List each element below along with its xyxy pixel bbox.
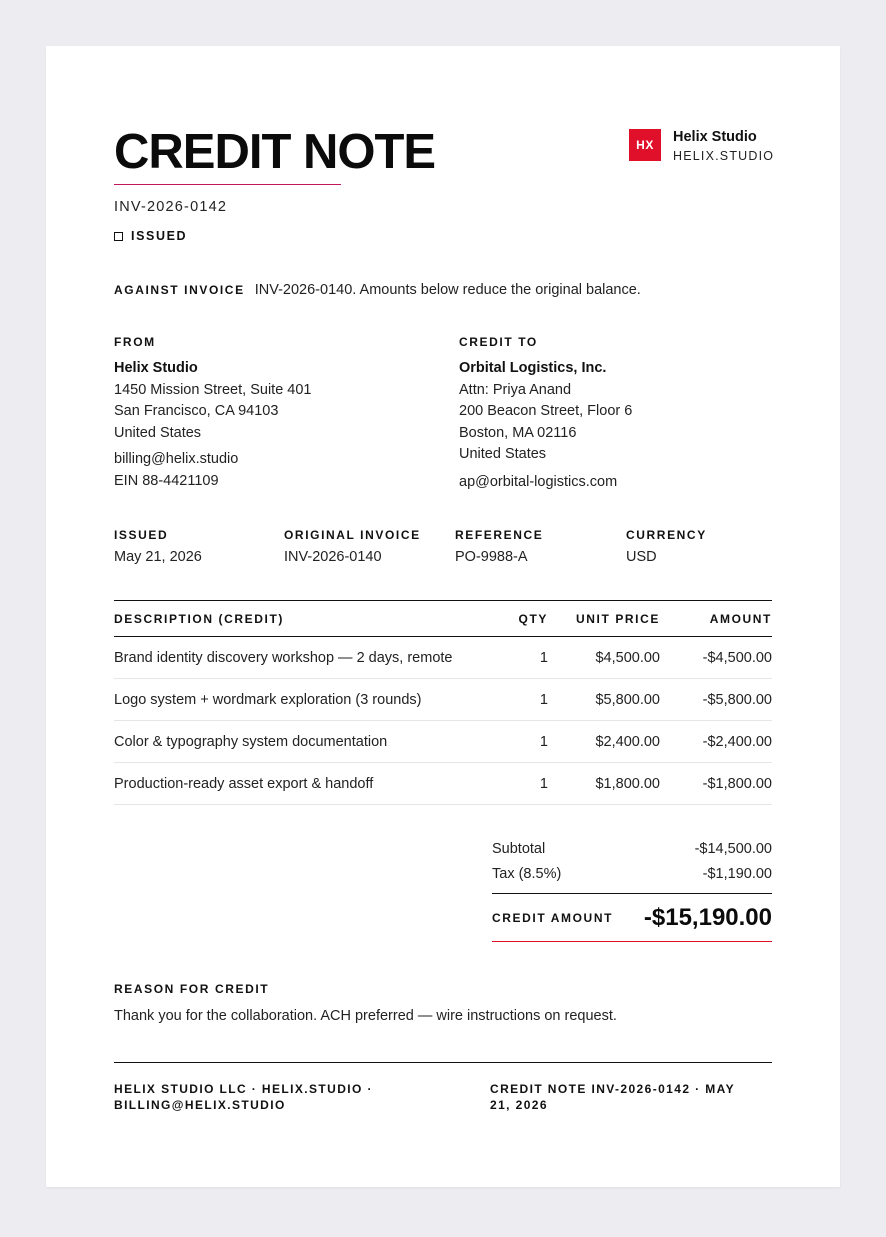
footer-right — [490, 1082, 772, 1113]
row-description: Logo system + wordmark exploration (3 rounds) — [114, 691, 422, 708]
subtotal-label: Subtotal — [492, 840, 546, 857]
line-items-table — [114, 600, 772, 805]
against-invoice-note — [114, 282, 641, 298]
row-description: Production-ready asset export & handoff — [114, 775, 374, 792]
from-block — [114, 358, 311, 492]
header-description: DESCRIPTION (CREDIT) — [114, 611, 284, 626]
credit-to-address-line: Boston, MA 02116 — [459, 424, 577, 441]
brand-logo: HX — [629, 129, 661, 161]
credit-to-name: Orbital Logistics, Inc. — [459, 360, 607, 376]
meta-value-original-invoice: INV-2026-0140 — [284, 549, 382, 565]
row-unit-price: $2,400.00 — [595, 733, 660, 750]
header-unit-price: UNIT PRICE — [575, 611, 660, 626]
row-qty: 1 — [539, 775, 548, 792]
status-badge — [114, 229, 187, 243]
meta-label-reference: REFERENCE — [455, 528, 544, 542]
from-address-line: San Francisco, CA 94103 — [114, 403, 279, 419]
from-name: Helix Studio — [114, 360, 198, 376]
against-invoice-text: INV-2026-0140. Amounts below reduce the original balance. — [254, 282, 641, 298]
table-row — [114, 763, 772, 805]
row-qty: 1 — [539, 733, 548, 750]
tax-row — [492, 861, 772, 886]
header-qty: QTY — [518, 611, 548, 626]
credit-amount-value: -$15,190.00 — [643, 903, 772, 931]
reason-label: REASON FOR CREDIT — [114, 982, 270, 996]
footer-left-line: HELIX STUDIO LLC · HELIX.STUDIO · — [114, 1082, 373, 1096]
row-qty: 1 — [539, 691, 548, 708]
row-qty: 1 — [539, 649, 548, 666]
title-underline — [114, 184, 341, 185]
meta-label-original-invoice: ORIGINAL INVOICE — [284, 528, 421, 542]
row-unit-price: $1,800.00 — [595, 775, 660, 792]
meta-label-currency: CURRENCY — [626, 528, 707, 542]
row-unit-price: $5,800.00 — [595, 691, 660, 708]
meta-value-reference: PO-9988-A — [455, 549, 528, 565]
credit-to-block — [459, 358, 632, 493]
footer-left-line: BILLING@HELIX.STUDIO — [114, 1097, 286, 1112]
credit-amount-underline — [492, 941, 772, 942]
row-unit-price: $4,500.00 — [595, 649, 660, 666]
credit-to-address-line: 200 Beacon Street, Floor 6 — [459, 403, 633, 419]
from-address-line: 1450 Mission Street, Suite 401 — [114, 381, 312, 398]
subtotal-value: -$14,500.00 — [694, 840, 772, 857]
credit-to-address-line: Attn: Priya Anand — [459, 381, 572, 398]
tax-label: Tax (8.5%) — [492, 865, 562, 882]
table-header — [114, 600, 772, 637]
table-row — [114, 637, 772, 679]
reason-text: Thank you for the collaboration. ACH preferred — wire instructions on request. — [114, 1008, 617, 1024]
meta-value-issued: May 21, 2026 — [114, 549, 202, 565]
brand-name: Helix Studio — [673, 129, 757, 145]
row-amount: -$4,500.00 — [702, 649, 772, 666]
footer-right-line: 21, 2026 — [490, 1097, 548, 1112]
from-address-line: United States — [114, 424, 202, 441]
credit-amount-label: CREDIT AMOUNT — [492, 910, 614, 925]
credit-to-label: CREDIT TO — [459, 335, 538, 349]
row-amount: -$1,800.00 — [702, 775, 772, 792]
row-amount: -$5,800.00 — [702, 691, 772, 708]
header-amount: AMOUNT — [709, 611, 772, 626]
table-row — [114, 721, 772, 763]
status-text: ISSUED — [131, 229, 188, 243]
document-number: INV-2026-0142 — [114, 199, 228, 215]
footer-left — [114, 1082, 414, 1113]
brand-domain: HELIX.STUDIO — [673, 149, 775, 163]
table-row — [114, 679, 772, 721]
footer-divider — [114, 1062, 772, 1063]
row-description: Color & typography system documentation — [114, 733, 388, 750]
credit-amount-row — [492, 894, 772, 941]
meta-value-currency: USD — [626, 549, 657, 565]
row-amount: -$2,400.00 — [702, 733, 772, 750]
credit-note-page — [46, 46, 840, 1187]
totals-block — [492, 836, 772, 942]
against-invoice-label: AGAINST INVOICE — [114, 283, 245, 297]
document-title: CREDIT NOTE — [114, 125, 436, 179]
status-square-icon — [114, 232, 123, 241]
tax-value: -$1,190.00 — [702, 865, 772, 882]
credit-to-address-line: United States — [459, 446, 547, 462]
from-label: FROM — [114, 335, 156, 349]
credit-to-email: ap@orbital-logistics.com — [459, 473, 618, 490]
from-email: billing@helix.studio — [114, 451, 239, 467]
footer-right-line: CREDIT NOTE INV-2026-0142 · MAY — [490, 1082, 736, 1096]
row-description: Brand identity discovery workshop — 2 days, remote — [114, 649, 453, 666]
from-ein: EIN 88-4421109 — [114, 472, 219, 489]
meta-label-issued: ISSUED — [114, 528, 169, 542]
subtotal-row — [492, 836, 772, 861]
